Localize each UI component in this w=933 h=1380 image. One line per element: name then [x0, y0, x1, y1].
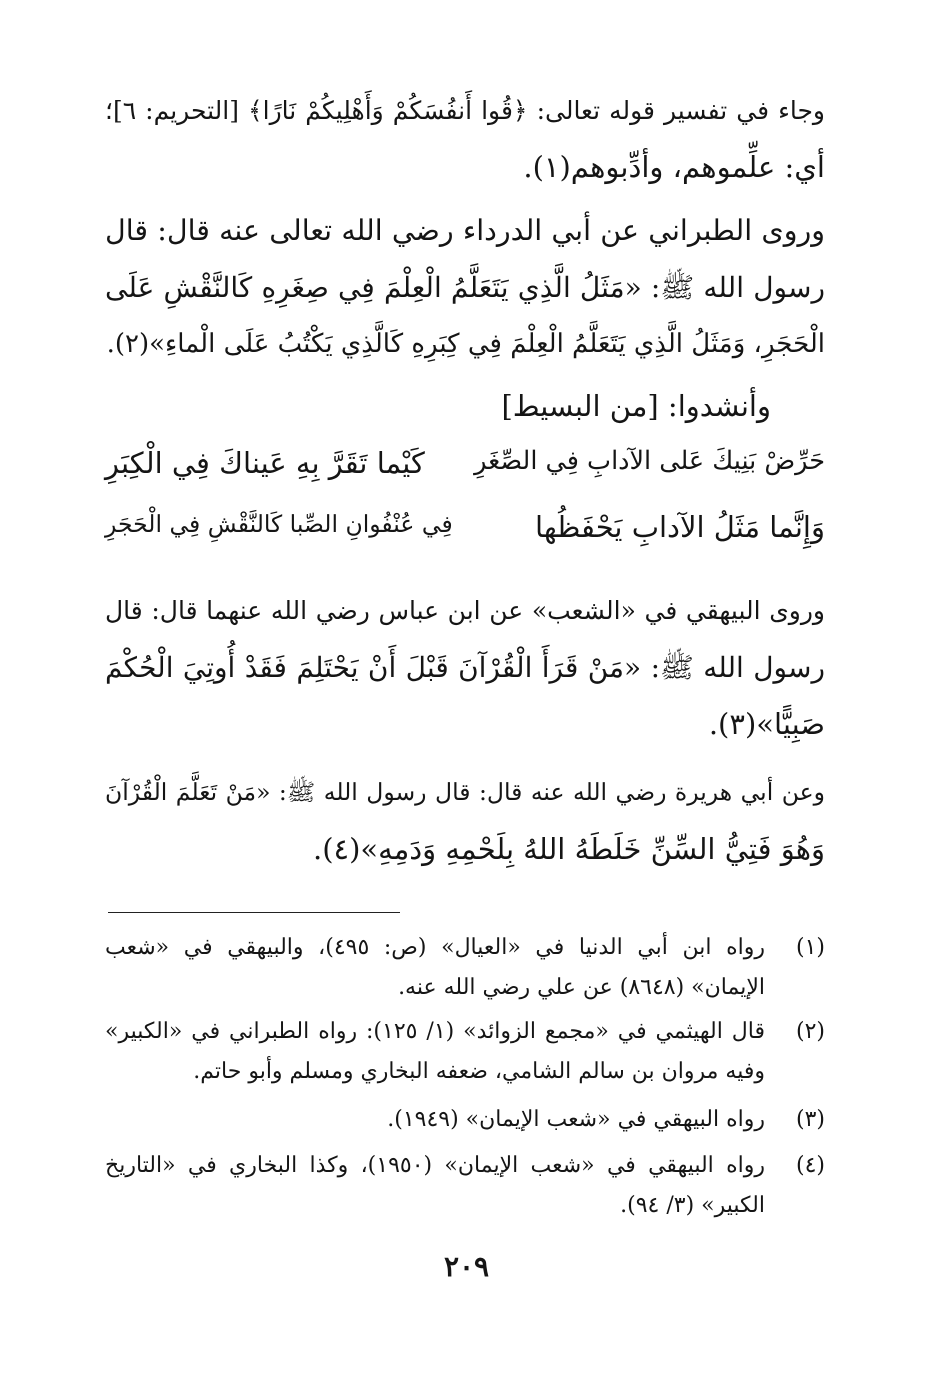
- footnote-line: الإيمان» (٨٦٤٨) عن علي رضي الله عنه.: [398, 975, 765, 1000]
- footnote-line: وفيه مروان بن سالم الشامي، ضعفه البخاري ومسلم وأبو حاتم.: [193, 1059, 765, 1084]
- footnote-number: (٢): [795, 1019, 825, 1044]
- verse-second-hemistich: كَيْما تَقَرَّ بِهِ عَيناكَ فِي الْكِبَرِ: [105, 446, 425, 480]
- footnote-line: رواه البيهقي في «شعب الإيمان» (١٩٥٠)، وكذا البخاري في «التاريخ: [105, 1153, 765, 1178]
- paragraph-tabarani: [105, 202, 825, 373]
- text-line: رسول الله ﷺ: «مَنْ قَرَأَ الْقُرْآنَ قَبْلَ أَنْ يَحْتَلِمَ فَقَدْ أُوتِيَ الْحُكْمَ: [105, 651, 825, 684]
- text-line: الْحَجَرِ، وَمَثَلُ الَّذِي يَتَعَلَّمُ الْعِلْمَ فِي كِبَرِهِ كَالَّذِي يَكْتُبُ عَلَى الْماءِ»(٢).: [106, 329, 825, 359]
- verse-second-hemistich: فِي عُنْفُوانِ الصِّبا كَالنَّقْشِ فِي الْحَجَرِ: [105, 510, 453, 538]
- paragraph-recited: [105, 378, 825, 435]
- footnote-line: قال الهيثمي في «مجمع الزوائد» (١/ ١٢٥): رواه الطبراني في «الكبير»: [105, 1019, 765, 1044]
- verse-first-hemistich: حَرِّضْ بَنِيكَ عَلى الآدابِ فِي الصِّغَرِ: [474, 446, 825, 476]
- verse-line: [105, 446, 825, 502]
- paragraph-abu-hurayra: [105, 764, 825, 878]
- text-line: وروى البيهقي في «الشعب» عن ابن عباس رضي الله عنهما قال: قال: [105, 596, 825, 625]
- footnote-number: (٤): [795, 1153, 825, 1178]
- footnote-line: رواه البيهقي في «شعب الإيمان» (١٩٤٩).: [387, 1107, 765, 1132]
- paragraph-bayhaqi: [105, 582, 825, 753]
- footnote-line: رواه ابن أبي الدنيا في «العيال» (ص: ٤٩٥)، والبيهقي في «شعب: [105, 935, 765, 960]
- footnote-number: (١): [795, 935, 825, 960]
- footnote: [105, 928, 825, 1008]
- text-line: وروى الطبراني عن أبي الدرداء رضي الله تعالى عنه قال: قال: [105, 214, 825, 247]
- footnote-separator: [108, 912, 400, 913]
- footnote-line: الكبير» (٣/ ٩٤).: [620, 1193, 765, 1218]
- text-line: وأنشدوا: [من البسيط]: [501, 389, 771, 423]
- text-line: وَهُوَ فَتِيُّ السِّنِّ خَلَطَهُ اللهُ بِلَحْمِهِ وَدَمِهِ»(٤).: [312, 832, 825, 866]
- text-line: وجاء في تفسير قوله تعالى: ﴿قُوا أَنفُسَكُمْ وَأَهْلِيكُمْ نَارًا﴾ [التحريم: ٦]؛: [105, 96, 825, 125]
- verse-first-hemistich: وَإِنَّما مَثَلُ الآدابِ يَحْفَظُها: [535, 510, 825, 544]
- text-line: أي: علِّموهم، وأدِّبوهم(١).: [523, 150, 825, 184]
- text-line: رسول الله ﷺ: «مَثَلُ الَّذِي يَتَعَلَّمُ الْعِلْمَ فِي صِغَرِهِ كَالنَّقْشِ عَلَى: [105, 271, 825, 304]
- text-line: صَبِيًّا»(٣).: [708, 707, 825, 741]
- page-number: ٢٠٩: [443, 1250, 490, 1283]
- footnote-number: (٣): [795, 1107, 825, 1132]
- footnote: [105, 1146, 825, 1226]
- text-line: وعن أبي هريرة رضي الله عنه قال: قال رسول الله ﷺ: «مَنْ تَعَلَّمَ الْقُرْآنَ: [105, 778, 825, 806]
- verse-line: [105, 510, 825, 566]
- paragraph-tafsir: [105, 82, 825, 196]
- footnote: [105, 1100, 825, 1140]
- footnote: [105, 1012, 825, 1092]
